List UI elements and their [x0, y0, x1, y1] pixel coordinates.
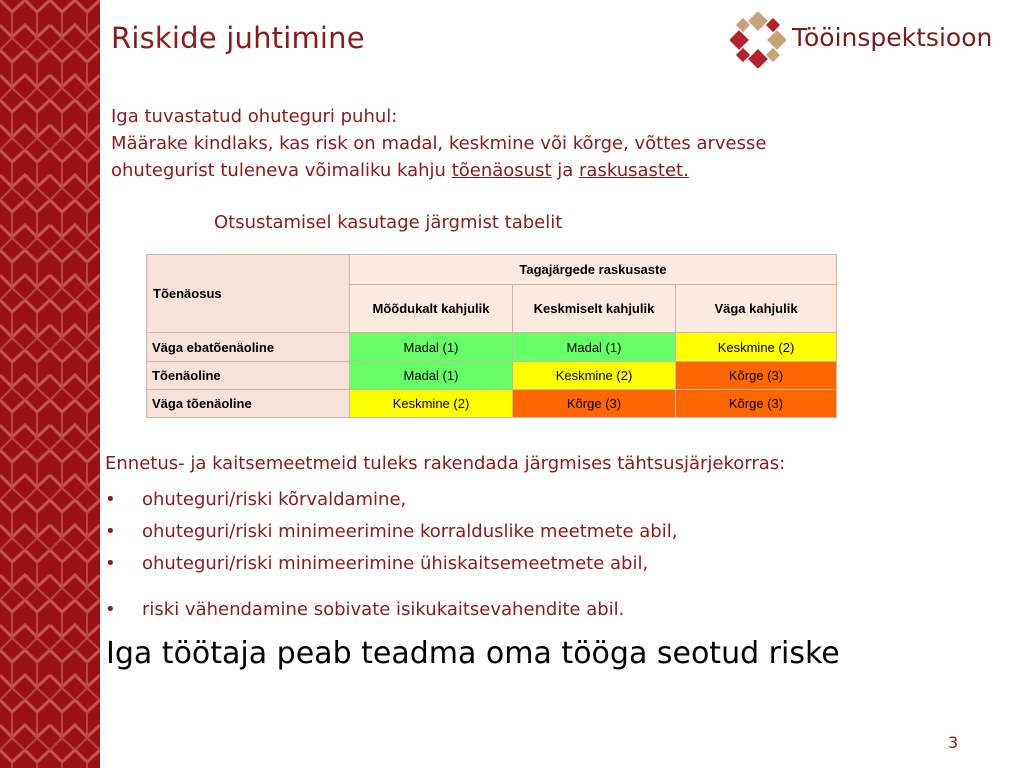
- closing-statement: Iga töötaja peab teadma oma tööga seotud riske: [106, 636, 840, 671]
- risk-cell: Madal (1): [350, 333, 513, 362]
- row-label-3: Väga tõenäoline: [147, 390, 350, 418]
- intro-conjunction: ja: [557, 160, 574, 181]
- measures-list: [105, 484, 677, 626]
- risk-cell: Madal (1): [350, 362, 513, 390]
- intro-line-3-start: ohutegurist tuleneva võimaliku kahju: [111, 160, 446, 181]
- star-emblem-icon: [730, 12, 786, 68]
- risk-cell: Kõrge (3): [676, 362, 837, 390]
- intro-line-2: Määrake kindlaks, kas risk on madal, keskmine või kõrge, võttes arvesse: [111, 133, 767, 154]
- risk-matrix-table: [146, 254, 837, 418]
- risk-cell: Keskmine (2): [350, 390, 513, 418]
- severity-link[interactable]: raskusastet.: [579, 160, 689, 181]
- risk-cell: Keskmine (2): [513, 362, 676, 390]
- bullet-icon: •: [105, 553, 116, 574]
- bullet-icon: •: [105, 599, 116, 620]
- column-header-3: Väga kahjulik: [676, 285, 837, 333]
- slide-title: Riskide juhtimine: [111, 21, 365, 55]
- list-item: [105, 548, 677, 580]
- table-row: [147, 390, 837, 418]
- list-item-text: ohuteguri/riski minimeerimine ühiskaitsemeetmete abil,: [142, 553, 649, 574]
- list-item-text: riski vähendamine sobivate isikukaitsevahendite abil.: [142, 599, 625, 620]
- ornament-pattern-icon: [0, 0, 100, 768]
- list-item: [105, 484, 677, 516]
- intro-text: [111, 103, 766, 184]
- row-label-2: Tõenäoline: [147, 362, 350, 390]
- probability-header: Tõenäosus: [147, 255, 350, 333]
- measures-heading: Ennetus- ja kaitsemeetmeid tuleks rakendada järgmises tähtsusjärjekorras:: [105, 453, 786, 474]
- decorative-side-band: [0, 0, 100, 768]
- risk-cell: Kõrge (3): [676, 390, 837, 418]
- list-item: [105, 516, 677, 548]
- page-number: 3: [948, 733, 959, 752]
- row-label-1: Väga ebatõenäoline: [147, 333, 350, 362]
- table-row: [147, 333, 837, 362]
- table-intro: Otsustamisel kasutage järgmist tabelit: [214, 212, 563, 233]
- table-row: [147, 362, 837, 390]
- intro-line-1: Iga tuvastatud ohuteguri puhul:: [111, 106, 398, 127]
- column-header-2: Keskmiselt kahjulik: [513, 285, 676, 333]
- probability-link[interactable]: tõenäosust: [451, 160, 552, 181]
- list-item-text: ohuteguri/riski minimeerimine korralduslike meetmete abil,: [142, 521, 678, 542]
- risk-cell: Madal (1): [513, 333, 676, 362]
- severity-group-header: Tagajärgede raskusaste: [350, 255, 837, 285]
- bullet-icon: •: [105, 489, 116, 510]
- bullet-icon: •: [105, 521, 116, 542]
- risk-cell: Kõrge (3): [513, 390, 676, 418]
- intro-line-3: [111, 157, 766, 184]
- logo: [730, 12, 1010, 68]
- column-header-1: Mõõdukalt kahjulik: [350, 285, 513, 333]
- risk-cell: Keskmine (2): [676, 333, 837, 362]
- logo-text: Tööinspektsioon: [792, 23, 993, 52]
- list-item-text: ohuteguri/riski kõrvaldamine,: [142, 489, 407, 510]
- list-item: [105, 594, 677, 626]
